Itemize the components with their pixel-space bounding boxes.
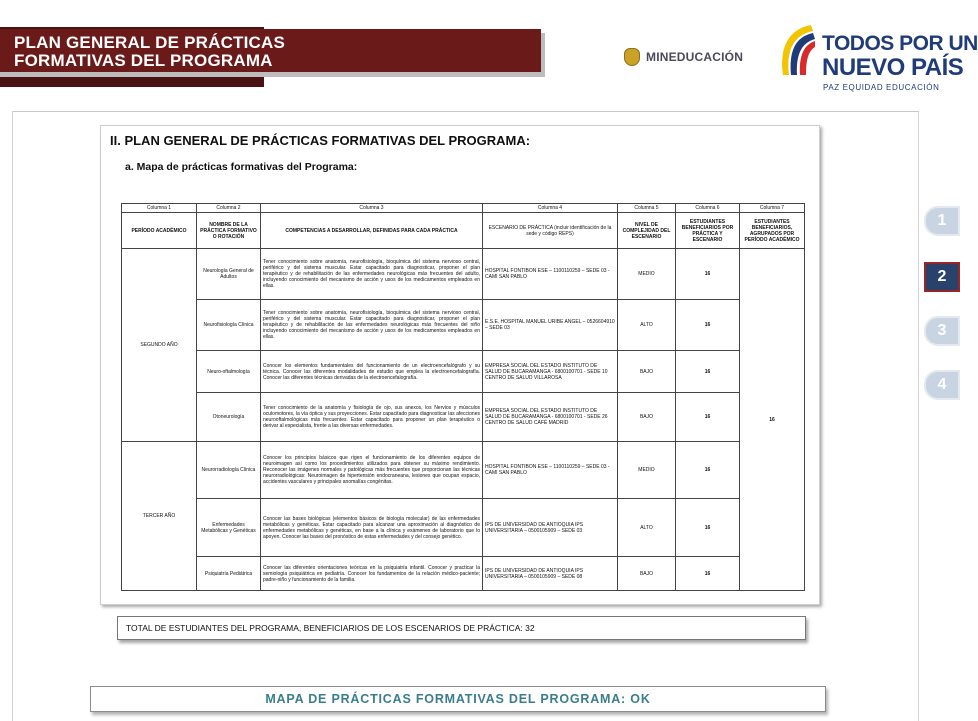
todos-line3: PAZ EQUIDAD EDUCACIÓN [823,83,940,92]
complexity-level: BAJO [618,351,676,393]
practice-name: Neurorradiología Clínica [197,442,261,499]
complexity-level: ALTO [618,300,676,351]
scenario: HOSPITAL FONTIBON ESE – 1100110259 – SEDE 03 - CAMI SAN PABLO [483,249,618,300]
table-row [122,393,805,442]
scenario: EMPRESA SOCIAL DEL ESTADO INSTITUTO DE SALUD DE BUCARAMANGA - 6800100701 - SEDE 10 CENTRO DE SALUD VILLAROSA [483,351,618,393]
nav-step-1[interactable] [924,206,960,236]
document-heading: II. PLAN GENERAL DE PRÁCTICAS FORMATIVAS DEL PROGRAMA: [110,133,531,148]
table-row [122,249,805,300]
status-box [90,686,826,712]
period-cell: TERCER AÑO [122,442,197,591]
column-number: Columna 7 [740,204,805,213]
competencies: Conocer las diferentes orientaciones teóricas en la psiquiatría infantil. Conocer y practicar la semiología psiquiátrica en pediatría. Conocer los fundamentos de la relación médico-paciente; padre-niño y funcionamiento de la familia. [261,557,483,591]
title-banner [0,27,545,77]
todos-line1: TODOS POR UN [822,32,978,55]
practice-name: Neuro-oftalmología [197,351,261,393]
practice-name: Neurología General de Adultos [197,249,261,300]
scenario: IPS DE UNIVERSIDAD DE ANTIOQUIA IPS UNIVERSITARIA – 0500105909 – SEDE 08 [483,557,618,591]
scenario: E.S.E. HOSPITAL MANUEL URIBE ANGEL – 0526604910 – SEDE 03 [483,300,618,351]
practices-map-table [121,203,805,591]
period-total: 16 [740,249,805,591]
table-row [122,351,805,393]
column-number-row [122,204,805,213]
column-number: Columna 4 [483,204,618,213]
competencies: Conocer los elementos fundamentales del funcionamiento de un electroencefalógrafo y su técnica. Conocer las diferentes modalidades de estudio que emplea la electroencefalografía. Conocer las diferentes técnicas derivadas de la electroencefalografía. [261,351,483,393]
nav-step-2[interactable] [924,262,960,292]
total-students-box [117,616,806,640]
students-count: 16 [676,393,740,442]
students-count: 16 [676,557,740,591]
practice-name: Enfermedades Metabólicas y Genéticas [197,499,261,557]
complexity-level: MEDIO [618,249,676,300]
tricolor-arc-icon [775,21,815,81]
students-count: 16 [676,442,740,499]
students-count: 16 [676,351,740,393]
nav-step-label: 1 [937,212,947,229]
nav-step-label: 3 [937,322,947,339]
practice-name: Psiquiatría Pediátrica [197,557,261,591]
nav-step-label: 4 [937,376,947,393]
competencies: Conocer las bases biológicas (elementos básicos de biología molecular) de las enfermedades metabólicas y genéticas. Estar capacitado para alcanzar una aproximación al diagnóstico de enfermedades metabólicas y genéticas, en base a la clínica y exámenes de laboratorio que lo apoyen. Conocer las bases del pronóstico de estas enfermedades y del consejo genético. [261,499,483,557]
nav-step-label: 2 [937,268,947,285]
table-row [122,300,805,351]
table-row [122,442,805,499]
column-number: Columna 5 [618,204,676,213]
page-title-line1: PLAN GENERAL DE PRÁCTICAS [14,33,286,52]
document-subheading: a. Mapa de prácticas formativas del Programa: [125,161,358,173]
complexity-level: BAJO [618,393,676,442]
practice-name: Otoneurología [197,393,261,442]
column-number: Columna 6 [676,204,740,213]
column-header: ESTUDIANTES BENEFICIARIOS POR PRÁCTICA Y ESCENARIO [676,213,740,249]
table-row [122,557,805,591]
coat-of-arms-icon [624,48,640,66]
document-excerpt [100,125,820,605]
status-text: MAPA DE PRÁCTICAS FORMATIVAS DEL PROGRAMA: OK [265,692,651,706]
nav-step-4[interactable] [924,370,960,400]
column-number: Columna 2 [197,204,261,213]
total-students-text: TOTAL DE ESTUDIANTES DEL PROGRAMA, BENEFICIARIOS DE LOS ESCENARIOS DE PRÁCTICA: 32 [126,623,535,633]
column-header-row [122,213,805,249]
column-number: Columna 3 [261,204,483,213]
column-number: Columna 1 [122,204,197,213]
column-header: ESCENARIO DE PRÁCTICA (incluir identificación de la sede y código REPS) [483,213,618,249]
practice-name: Neurofisiología Clínica [197,300,261,351]
students-count: 16 [676,499,740,557]
competencies: Conocer los principios básicos que rigen el funcionamiento de los diferentes equipos de neuroimagen así como los procedimientos utilizados para obtener su máximo rendimiento. Reconocer las imágenes normales y patológicas más frecuentes que proporcionan las técnicas neurorradiológicas: Neuroimagen de hipertensión endocraneana, lesiones que ocupan espacio, accidentes vasculares y principales anomalías congénitas. [261,442,483,499]
complexity-level: ALTO [618,499,676,557]
scenario: HOSPITAL FONTIBON ESE – 1100110259 – SEDE 03 - CAMI SAN PABLO [483,442,618,499]
students-count: 16 [676,249,740,300]
mineducacion-logo [620,40,750,74]
column-header: NIVEL DE COMPLEJIDAD DEL ESCENARIO [618,213,676,249]
column-header: NOMBRE DE LA PRÁCTICA FORMATIVO O ROTACIÓN [197,213,261,249]
page-title [14,34,285,70]
competencies: Tener conocimiento de la anatomía y fisiología de ojo, sus anexos, los Nervios y músculos oculomotores, la vía óptica y sus proyecciones. Estar capacitado para diagnosticar las afecciones neurooftalmológicas más frecuentes. Estar capacitado para proponer un plan terapéutico o derivar al especialista, frente a las diversas enfermedades. [261,393,483,442]
column-header: ESTUDIANTES BENEFICIARIOS, AGRUPADOS POR PERÍODO ACADÉMICO [740,213,805,249]
competencies: Tener conocimiento sobre anatomía, neurofisiología, bioquímica del sistema nervioso central, periférico y del sistema muscular. Estar capacitado para diagnosticar, proponer el plan terapéutico y de rehabilitación de las enfermedades neurológicas más frecuentes del adulto, incluyendo conocimiento del mecanismo de acción y usos de los medicamentos empleados en ellas. [261,249,483,300]
complexity-level: MEDIO [618,442,676,499]
column-header: COMPETENCIAS A DESARROLLAR, DEFINIDAS PARA CADA PRÁCTICA [261,213,483,249]
mineducacion-label: MINEDUCACIÓN [646,50,744,64]
period-cell: SEGUNDO AÑO [122,249,197,442]
competencies: Tener conocimiento sobre anatomía, neurofisiología, bioquímica del sistema nervioso central, periférico y del sistema muscular. Estar capacitado para diagnosticar, proponer el plan terapéutico y de rehabilitación de las enfermedades neurológicas más frecuentes del niño incluyendo conocimiento del mecanismo de acción y usos de los medicamentos empleados en ellas. [261,300,483,351]
todos-por-un-nuevo-pais-logo [765,17,978,107]
complexity-level: BAJO [618,557,676,591]
scenario: EMPRESA SOCIAL DEL ESTADO INSTITUTO DE SALUD DE BUCARAMANGA - 6800100701 - SEDE 26 CENTRO DE SALUD CAFÉ MADRID [483,393,618,442]
students-count: 16 [676,300,740,351]
column-header: PERÍODO ACADÉMICO [122,213,197,249]
page-title-line2: FORMATIVAS DEL PROGRAMA [14,51,273,70]
nav-step-3[interactable] [924,316,960,346]
todos-line2: NUEVO PAÍS [822,54,964,81]
scenario: IPS DE UNIVERSIDAD DE ANTIOQUIA IPS UNIVERSITARIA – 0500105909 – SEDE 03 [483,499,618,557]
table-row [122,499,805,557]
